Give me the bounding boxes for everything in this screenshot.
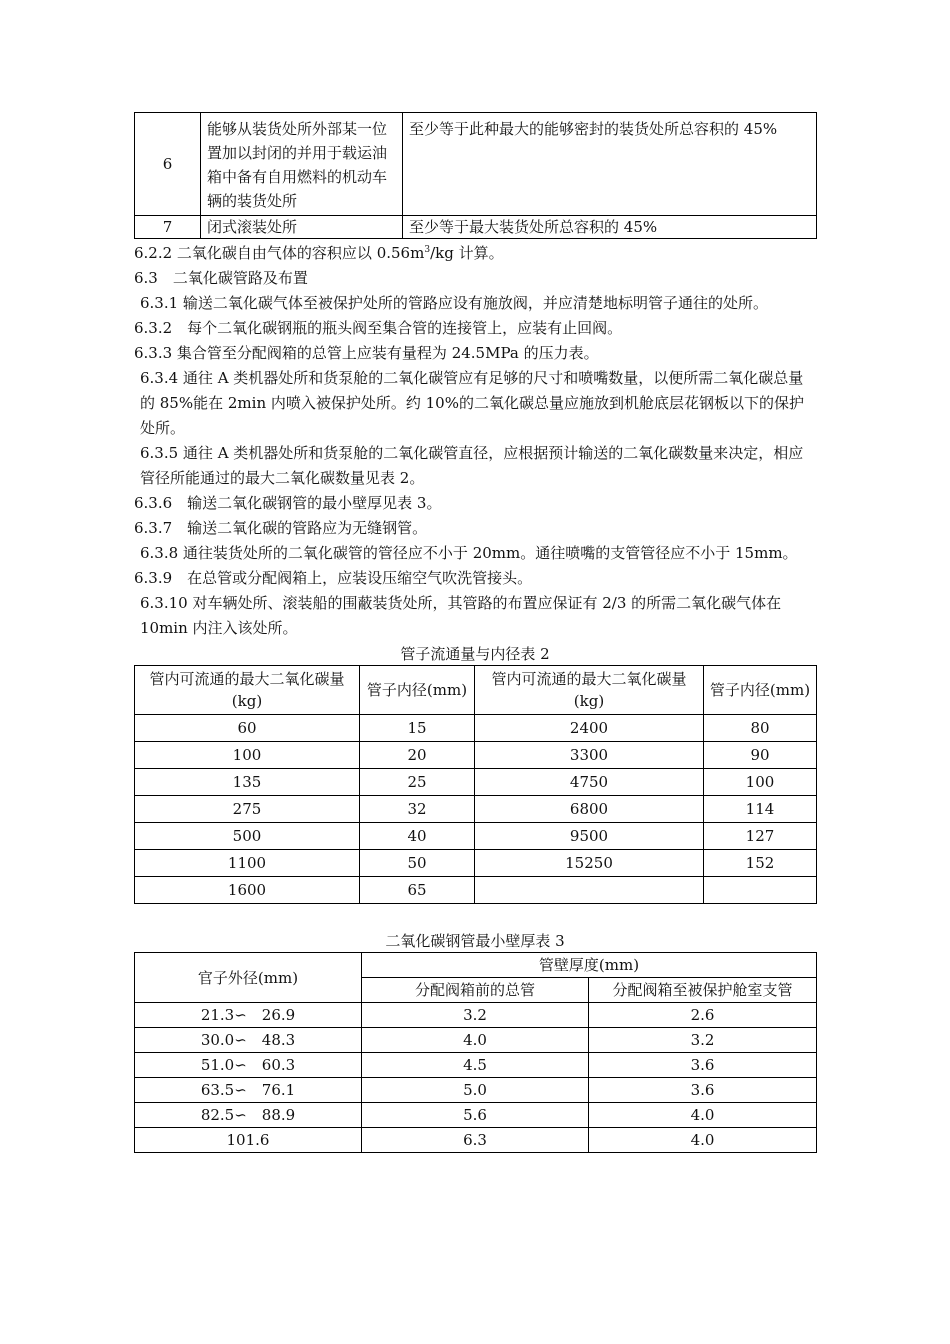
header-outer-diameter: 官子外径(mm): [135, 953, 362, 1003]
table-row: [135, 742, 817, 769]
table-row: [135, 1003, 817, 1028]
table-cell: 80: [704, 715, 817, 742]
table-cell: 15250: [475, 850, 704, 877]
paragraph-text: 6.2.2 二氧化碳自由气体的容积应以 0.56m: [134, 244, 425, 262]
table-cell: 90: [704, 742, 817, 769]
table-cell: 82.5∽ 88.9: [135, 1103, 362, 1128]
paragraph-6-3-3: 6.3.3 集合管至分配阀箱的总管上应装有量程为 24.5MPa 的压力表。: [134, 344, 599, 362]
table-header-row: [135, 666, 817, 715]
paragraph-6-3-8: 6.3.8 通往装货处所的二氧化碳管的管径应不小于 20mm。通往喷嘴的支管管径应不小于 15mm。: [140, 544, 798, 562]
table-cell: 25: [360, 769, 475, 796]
table-cell: 3.2: [589, 1028, 817, 1053]
table-cell: 101.6: [135, 1128, 362, 1153]
table-cell: 32: [360, 796, 475, 823]
table-cell: 152: [704, 850, 817, 877]
table-cell: 4.0: [362, 1028, 589, 1053]
table-cell: 21.3∽ 26.9: [135, 1003, 362, 1028]
table-cell: 5.0: [362, 1078, 589, 1103]
table2-caption: 管子流通量与内径表 2: [400, 645, 550, 663]
table-cell: 114: [704, 796, 817, 823]
table-cell: 127: [704, 823, 817, 850]
table-row: [135, 1103, 817, 1128]
paragraph-6-3-7: 6.3.7 输送二氧化碳的管路应为无缝钢管。: [134, 519, 428, 537]
space-description: 能够从装货处所外部某一位置加以封闭的并用于载运油箱中备有自用燃料的机动车辆的装货处所: [201, 113, 403, 216]
requirement: 至少等于此种最大的能够密封的装货处所总容积的 45%: [403, 113, 817, 216]
row-number: 7: [135, 216, 201, 239]
subheader-main-pipe: 分配阀箱前的总管: [362, 978, 589, 1003]
table-cell: 4.5: [362, 1053, 589, 1078]
table-cell: 500: [135, 823, 360, 850]
paragraph-6-3-10: 6.3.10 对车辆处所、滚装船的围蔽装货处所，其管路的布置应保证有 2/3 的所需二氧化碳气体在 10min 内注入该处所。: [140, 594, 782, 637]
table-cell: 3300: [475, 742, 704, 769]
table-cell: 15: [360, 715, 475, 742]
table-cell: 50: [360, 850, 475, 877]
table-header-row: [135, 953, 817, 978]
header-max-co2: 管内可流通的最大二氧化碳量(kg): [135, 666, 360, 715]
table-cell: 275: [135, 796, 360, 823]
table-cell: 4.0: [589, 1103, 817, 1128]
table-row: [135, 715, 817, 742]
paragraph-6-3-5: 6.3.5 通往 A 类机器处所和货泵舱的二氧化碳管直径，应根据预计输送的二氧化碳数量来决定，相应管径所能通过的最大二氧化碳数量见表 2。: [140, 444, 804, 487]
table-cell: 2400: [475, 715, 704, 742]
table-cell: 2.6: [589, 1003, 817, 1028]
table-cell: 63.5∽ 76.1: [135, 1078, 362, 1103]
table-row: [135, 877, 817, 904]
table-row: [135, 769, 817, 796]
paragraph-6-3-1: 6.3.1 输送二氧化碳气体至被保护处所的管路应设有施放阀，并应清楚地标明管子通往的处所。: [140, 294, 768, 312]
table-row: [135, 796, 817, 823]
section-text: [134, 241, 816, 641]
table-row: [135, 850, 817, 877]
table-cell: [475, 877, 704, 904]
table-cell: 65: [360, 877, 475, 904]
requirement: 至少等于最大装货处所总容积的 45%: [403, 216, 817, 239]
table-row: [135, 1053, 817, 1078]
table-cell: 30.0∽ 48.3: [135, 1028, 362, 1053]
pipe-flow-table: [134, 665, 817, 904]
table-cell: 6.3: [362, 1128, 589, 1153]
paragraph-6-3-9: 6.3.9 在总管或分配阀箱上，应装设压缩空气吹洗管接头。: [134, 569, 533, 587]
row-number: 6: [135, 113, 201, 216]
table-cell: 3.6: [589, 1078, 817, 1103]
paragraph-text: /kg 计算。: [430, 244, 504, 262]
table-cell: 9500: [475, 823, 704, 850]
paragraph-6-3-2: 6.3.2 每个二氧化碳钢瓶的瓶头阀至集合管的连接管上，应装有止回阀。: [134, 319, 623, 337]
wall-thickness-table: [134, 952, 817, 1153]
table-cell: 135: [135, 769, 360, 796]
table-cell: 100: [704, 769, 817, 796]
header-inner-diameter: 管子内径(mm): [360, 666, 475, 715]
header-inner-diameter: 管子内径(mm): [704, 666, 817, 715]
table-cell: 3.2: [362, 1003, 589, 1028]
table-cell: 6800: [475, 796, 704, 823]
table-cell: 60: [135, 715, 360, 742]
paragraph-6-3-6: 6.3.6 输送二氧化碳钢管的最小壁厚见表 3。: [134, 494, 442, 512]
header-max-co2: 管内可流通的最大二氧化碳量(kg): [475, 666, 704, 715]
table-cell: 4.0: [589, 1128, 817, 1153]
table-cell: [704, 877, 817, 904]
table-cell: 40: [360, 823, 475, 850]
subheader-branch-pipe: 分配阀箱至被保护舱室支管: [589, 978, 817, 1003]
table-row: [135, 216, 817, 239]
table-cell: 51.0∽ 60.3: [135, 1053, 362, 1078]
co2-volume-table: [134, 112, 817, 239]
paragraph-6-2-2: [134, 241, 816, 266]
heading-6-3: 6.3 二氧化碳管路及布置: [134, 269, 308, 287]
table-cell: 20: [360, 742, 475, 769]
table-row: [135, 113, 817, 216]
table-cell: 3.6: [589, 1053, 817, 1078]
table-row: [135, 1028, 817, 1053]
paragraph-6-3-4: 6.3.4 通往 A 类机器处所和货泵舱的二氧化碳管应有足够的尺寸和喷嘴数量，以便所需二氧化碳总量的 85%能在 2min 内喷入被保护处所。约 10%的二氧化碳总量应施放到机舱底层花钢板以下的保护处所。: [140, 369, 804, 437]
table-cell: 1100: [135, 850, 360, 877]
table-row: [135, 1078, 817, 1103]
table-cell: 1600: [135, 877, 360, 904]
document-page: [134, 112, 816, 1153]
table3-caption: 二氧化碳钢管最小壁厚表 3: [385, 932, 565, 950]
table-row: [135, 823, 817, 850]
table-cell: 100: [135, 742, 360, 769]
space-description: 闭式滚装处所: [201, 216, 403, 239]
header-wall-thickness: 管壁厚度(mm): [362, 953, 817, 978]
table-cell: 5.6: [362, 1103, 589, 1128]
table-cell: 4750: [475, 769, 704, 796]
superscript: 3: [424, 245, 431, 255]
table-row: [135, 1128, 817, 1153]
